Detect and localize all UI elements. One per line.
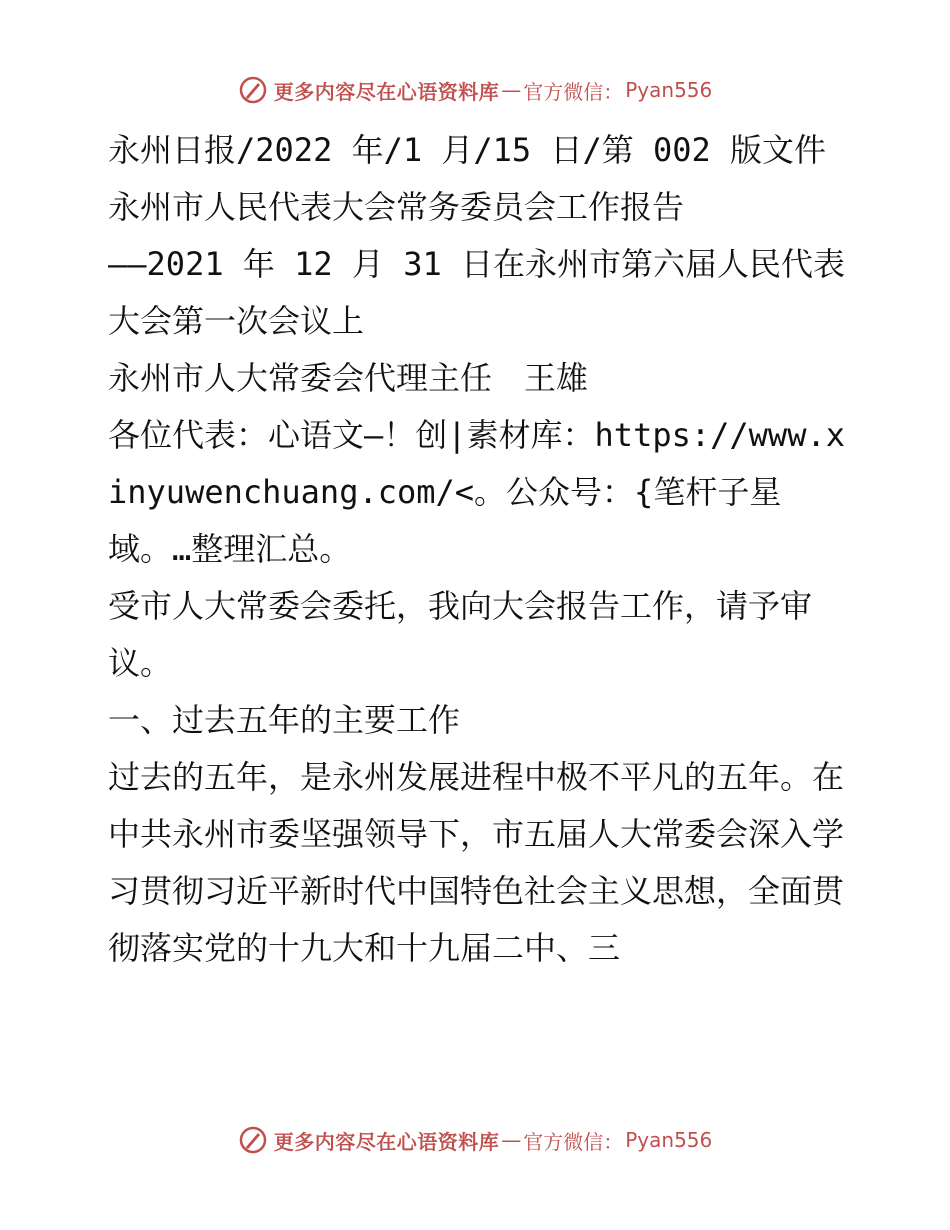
intro-paragraph: 受市人大常委会委托，我向大会报告工作，请予审议。 [108, 587, 813, 682]
report-title: 永州市人民代表大会常务委员会工作报告 [108, 188, 685, 226]
banner-main-text: 更多内容尽在心语资料库 [273, 79, 500, 104]
salutation-paragraph: 各位代表：心语文—！创|素材库：https://www.xinyuwenchuang.com/<。公众号：{笔杆子星域。…整理汇总。 [108, 416, 845, 568]
banner-wechat-id: Pyan556 [625, 78, 713, 102]
section-heading: 一、过去五年的主要工作 [108, 701, 461, 739]
report-subtitle: ——2021 年 12 月 31 日在永州市第六届人民代表大会第一次会议上 [108, 245, 845, 340]
banner-wechat-id: Pyan556 [625, 1128, 713, 1152]
banner-dash: — [501, 78, 522, 102]
banner-dash: — [501, 1128, 522, 1152]
banner-main-text: 更多内容尽在心语资料库 [273, 1129, 500, 1154]
body-paragraph: 过去的五年，是永州发展进程中极不平凡的五年。在中共永州市委坚强领导下，市五届人大常委会深入学习贯彻习近平新时代中国特色社会主义思想，全面贯彻落实党的十九大和十九届二中、三 [108, 758, 845, 967]
header-banner [0, 70, 950, 110]
author-line: 永州市人大常委会代理主任 王雄 [108, 359, 589, 397]
document-body [96, 122, 856, 977]
feather-pen-icon [238, 1125, 268, 1155]
feather-pen-icon [238, 75, 268, 105]
footer-banner [0, 1120, 950, 1160]
dateline: 永州日报/2022 年/1 月/15 日/第 002 版文件 [108, 131, 827, 169]
banner-wechat-label: 官方微信： [523, 79, 624, 104]
banner-wechat-label: 官方微信： [523, 1129, 624, 1154]
